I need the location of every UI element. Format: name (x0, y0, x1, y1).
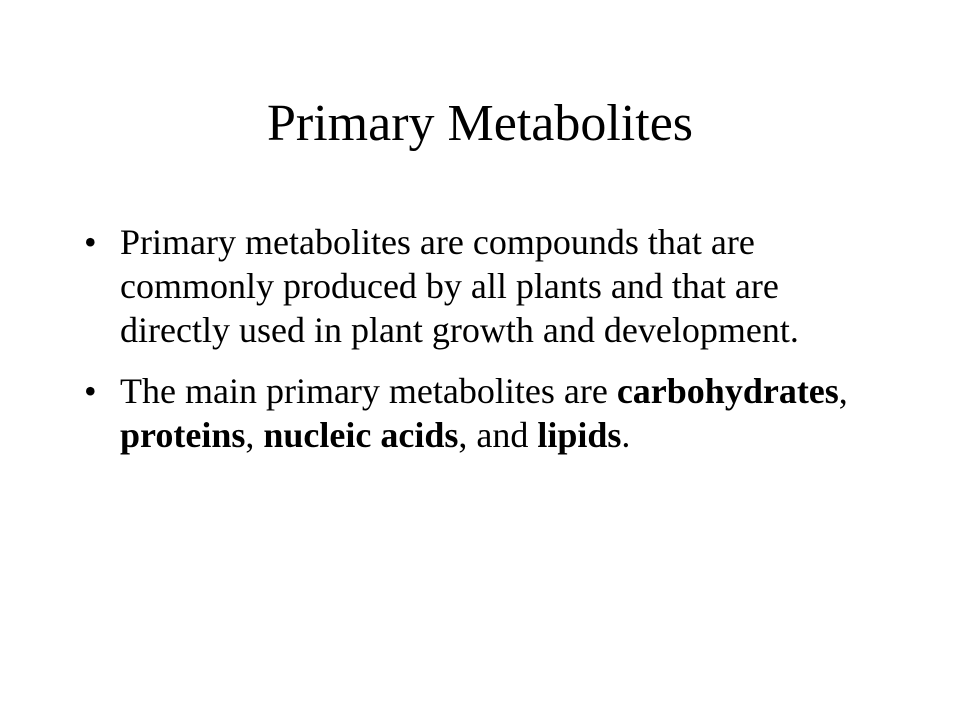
slide-title: Primary Metabolites (266, 95, 694, 152)
term-nucleic-acids: nucleic acids (263, 415, 459, 455)
bullet-text: Primary metabolites are compounds that are commonly produced by all plants and that are directly used in plant growth and development. (120, 222, 799, 350)
term-proteins: proteins (120, 415, 246, 455)
separator: , (838, 371, 848, 411)
term-lipids: lipids (537, 415, 622, 455)
bullet-dot-icon: • (84, 222, 97, 262)
bullet-dot-icon: • (84, 371, 97, 411)
bullet-text-intro: The main primary metabolites are (120, 371, 617, 411)
term-carbohydrates: carbohydrates (616, 371, 839, 411)
bullet-item-definition (84, 220, 874, 352)
separator: , (245, 415, 264, 455)
bullet-list (84, 220, 874, 474)
sentence-end: . (621, 415, 631, 455)
separator: , and (458, 415, 538, 455)
bullet-item-examples (84, 369, 874, 457)
